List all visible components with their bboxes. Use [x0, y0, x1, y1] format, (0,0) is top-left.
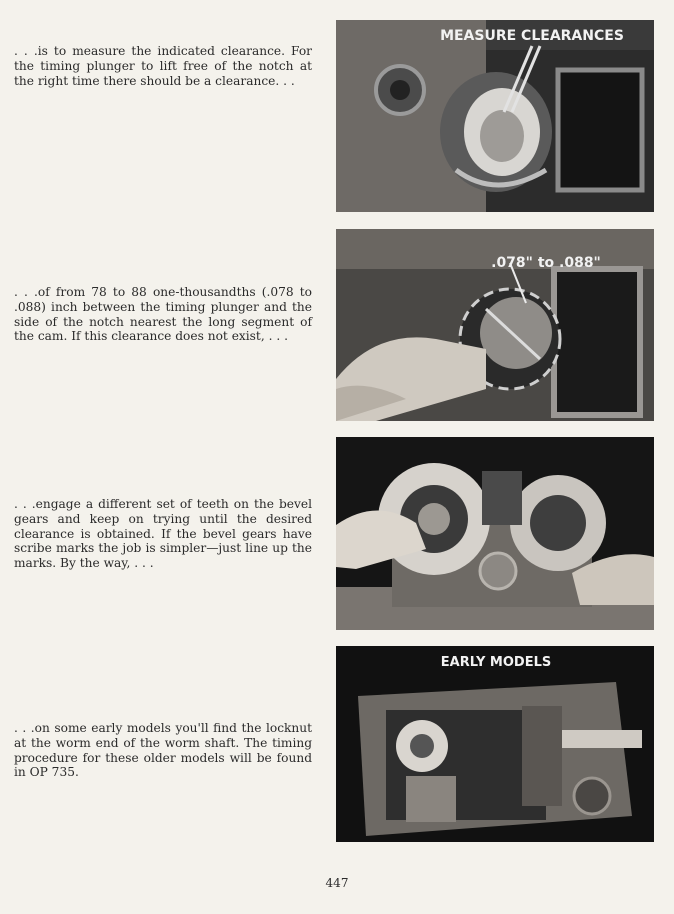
- photo-4-caption: EARLY MODELS: [440, 655, 552, 670]
- photo-2-caption: .078" to .088": [491, 255, 601, 271]
- photo-bevel-gears: [336, 437, 654, 630]
- paragraph-2: . . .of from 78 to 88 one-thousandths (.078 to .088) inch between the timing plunger and the side of the notch nearest the long segment of the cam. If this clearance does not exist, . . .: [14, 285, 312, 344]
- paragraph-3: . . .engage a different set of teeth on the bevel gears and keep on trying until the desired clearance is obtained. If the bevel gears have scribe marks the job is simpler—just line up the marks. By the way, . . .: [14, 497, 312, 571]
- photo-2-illustration: [336, 229, 654, 421]
- photo-1-caption: MEASURE CLEARANCES: [440, 28, 624, 44]
- photo-4-illustration: [336, 646, 654, 842]
- paragraph-4: . . .on some early models you'll find the locknut at the worm end of the worm shaft. The timing procedure for these older models will be found in OP 735.: [14, 721, 312, 780]
- photo-1-illustration: [336, 20, 654, 212]
- photo-clearance-range: [336, 229, 654, 421]
- page-number: 447: [325, 876, 349, 890]
- photo-measure-clearances: [336, 20, 654, 212]
- paragraph-1: . . .is to measure the indicated clearance. For the timing plunger to lift free of the notch at the right time there should be a clearance. . .: [14, 44, 312, 88]
- photo-early-models: [336, 646, 654, 842]
- photo-3-illustration: [336, 437, 654, 630]
